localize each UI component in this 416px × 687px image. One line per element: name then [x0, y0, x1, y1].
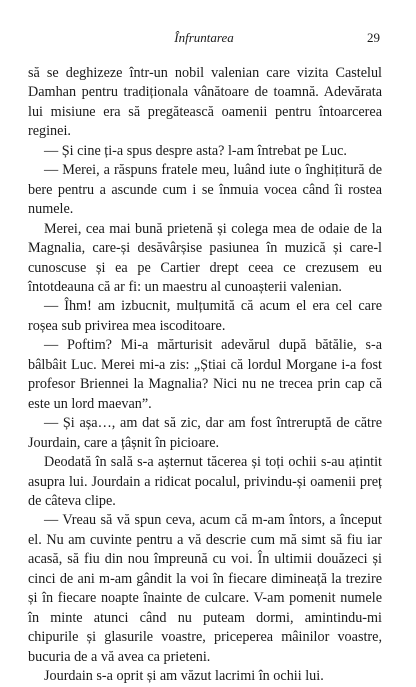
paragraph: — Merei, a răspuns fratele meu, luând iute o înghițitură de bere pentru a ascunde cum i se înmuia vocea când îi rostea numele.	[28, 162, 382, 218]
paragraph: — Și așa…, am dat să zic, dar am fost întreruptă de către Jourdain, care a țâșnit în picioare.	[28, 415, 382, 451]
paragraph: Jourdain s-a oprit și am văzut lacrimi în ochii lui.	[44, 668, 324, 685]
running-title: Înfruntarea	[174, 30, 234, 45]
running-header	[28, 30, 380, 50]
paragraph: să se deghizeze într-un nobil valenian care vizita Castelul Damhan pentru tradiționala vânătoare de toamnă. Adevărata lui misiune era să pregătească oamenii pentru întoarcerea reginei.	[28, 65, 382, 140]
paragraph: — Îhm! am izbucnit, mulțumită că acum el era cel care roșea sub privirea mea iscoditoare.	[28, 298, 382, 334]
paragraph: Merei, cea mai bună prietenă și colega mea de odaie de la Magnalia, care-și desăvârșise pasiunea în muzică și care-l cunoscuse și ea pe Cartier drept ceea ce crezusem eu întotdeauna că ar fi: un maestru al cunoașterii valenian.	[28, 220, 382, 295]
paragraph: — Poftim? Mi-a mărturisit adevărul după bătălie, s-a bâlbâit Luc. Merei mi-a zis: „Știai că lordul Morgane i-a fost profesor Briennei la Magnalia? Nici nu ne trecea prin cap că este un lord maevan”.	[28, 337, 382, 412]
paragraph: Deodată în sală s-a așternut tăcerea și toți ochii s-au ațintit asupra lui. Jourdain a ridicat pocalul, privindu-și oamenii preț de câteva clipe.	[28, 454, 382, 509]
paragraph: — Și cine ți-a spus despre asta? l-am întrebat pe Luc.	[44, 142, 347, 159]
page-number: 29	[367, 30, 380, 45]
body-text	[28, 64, 382, 687]
paragraph: — Vreau să vă spun ceva, acum că m-am întors, a început el. Nu am cuvinte pentru a vă descrie cum mă simt să fiu iar acasă, să fiu din nou împreună cu voi. În ultimii douăzeci și cinci de ani m-am gândit la voi în fiecare dimineață la trezire și în fiecare noapte înainte de culcare. V-am pomenit numele în minte atunci când nu puteam dormi, amintindu-mi chipurile și glasurile voastre, priceperea mâinilor voastre, bucuria de a vă avea ca prieteni.	[28, 512, 382, 665]
